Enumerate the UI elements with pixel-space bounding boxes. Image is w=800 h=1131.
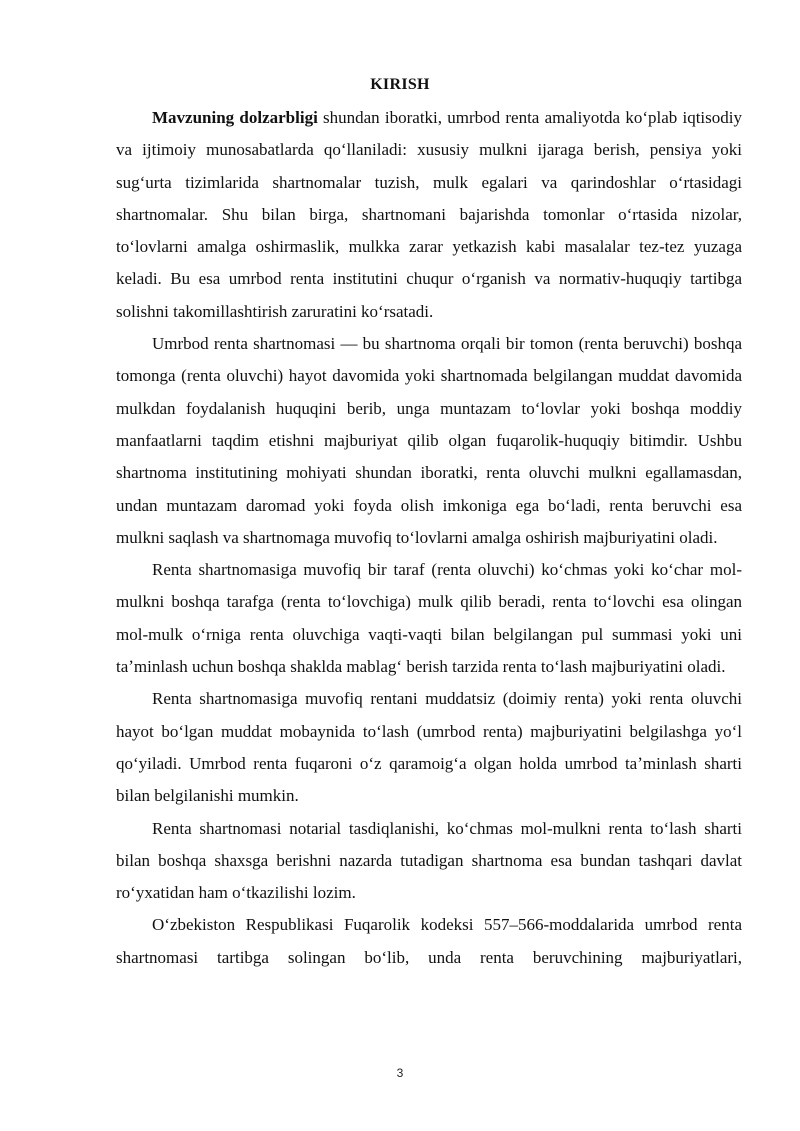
paragraph-term: Renta shartnomasiga muvofiq rentani muddatsiz (doimiy renta) yoki renta oluvchi hayot boʻlgan muddat mobaynida toʻlash (umrbod renta) majburiyatini belgilashga yoʻl qoʻyiladi. Umrbod renta fuqaroni oʻz qaramoigʻa olgan holda umrbod taʼminlash sharti bilan belgilanishi mumkin. xyxy=(116,689,742,806)
paragraph-notarization: Renta shartnomasi notarial tasdiqlanishi, koʻchmas mol-mulkni renta toʻlash sharti bilan boshqa shaxsga berishni nazarda tutadigan shartnoma esa bundan tashqari davlat roʻyxatidan ham oʻtkazilishi lozim. xyxy=(116,818,742,903)
paragraph-text: shundan iboratki, umrbod renta amaliyotda koʻplab iqtisodiy va ijtimoiy munosabatlarda qoʻllaniladi: xususiy mulkni ijaraga berish, pensiya yoki sugʻurta tizimlarida shartnomalar tuzish, mulk egalari va qarindoshlar oʻrtasidagi shartnomalar. Shu bilan birga, shartnomani bajarishda tomonlar oʻrtasida nizolar, toʻlovlarni amalga oshirmaslik, mulkka zarar yetkazish kabi masalalar tez-tez yuzaga keladi. Bu esa umrbod renta institutini chuqur oʻrganish va normativ-huquqiy tartibga solishni takomillashtirish zaruratini koʻrsatadi. xyxy=(116,108,742,321)
paragraph-definition: Umrbod renta shartnomasi — bu shartnoma orqali bir tomon (renta beruvchi) boshqa tomonga (renta oluvchi) hayot davomida yoki shartnomada belgilangan muddat davomida mulkdan foydalanish huquqini berib, unga muntazam toʻlovlar yoki boshqa moddiy manfaatlarni taqdim etishni majburiyat qilib olgan fuqarolik-huquqiy bitimdir. Ushbu shartnoma institutining mohiyati shundan iboratki, renta oluvchi mulkni egallamasdan, undan muntazam daromad yoki foyda olish imkoniga ega boʻladi, renta beruvchi esa mulkni saqlash va shartnomaga muvofiq toʻlovlarni amalga oshirish majburiyatini oladi. xyxy=(116,334,742,547)
paragraph-obligation: Renta shartnomasiga muvofiq bir taraf (renta oluvchi) koʻchmas yoki koʻchar mol-mulkni boshqa tarafga (renta toʻlovchiga) mulk qilib beradi, renta toʻlovchi esa olingan mol-mulk oʻrniga renta oluvchiga vaqti-vaqti bilan belgilangan pul summasi yoki uni taʼminlash uchun boshqa shaklda mablagʻ berish tarzida renta toʻlash majburiyatini oladi. xyxy=(116,560,742,677)
paragraph-lead: Mavzuning dolzarbligi xyxy=(152,108,318,127)
page-heading: KIRISH xyxy=(370,76,430,93)
paragraph-relevance xyxy=(116,102,742,328)
page-number: 3 xyxy=(396,1066,404,1080)
body-text xyxy=(116,102,742,974)
paragraph-civil-code: Oʻzbekiston Respublikasi Fuqarolik kodeksi 557–566-moddalarida umrbod renta shartnomasi tartibga solingan boʻlib, unda renta beruvchining majburiyatlari, xyxy=(116,915,742,967)
